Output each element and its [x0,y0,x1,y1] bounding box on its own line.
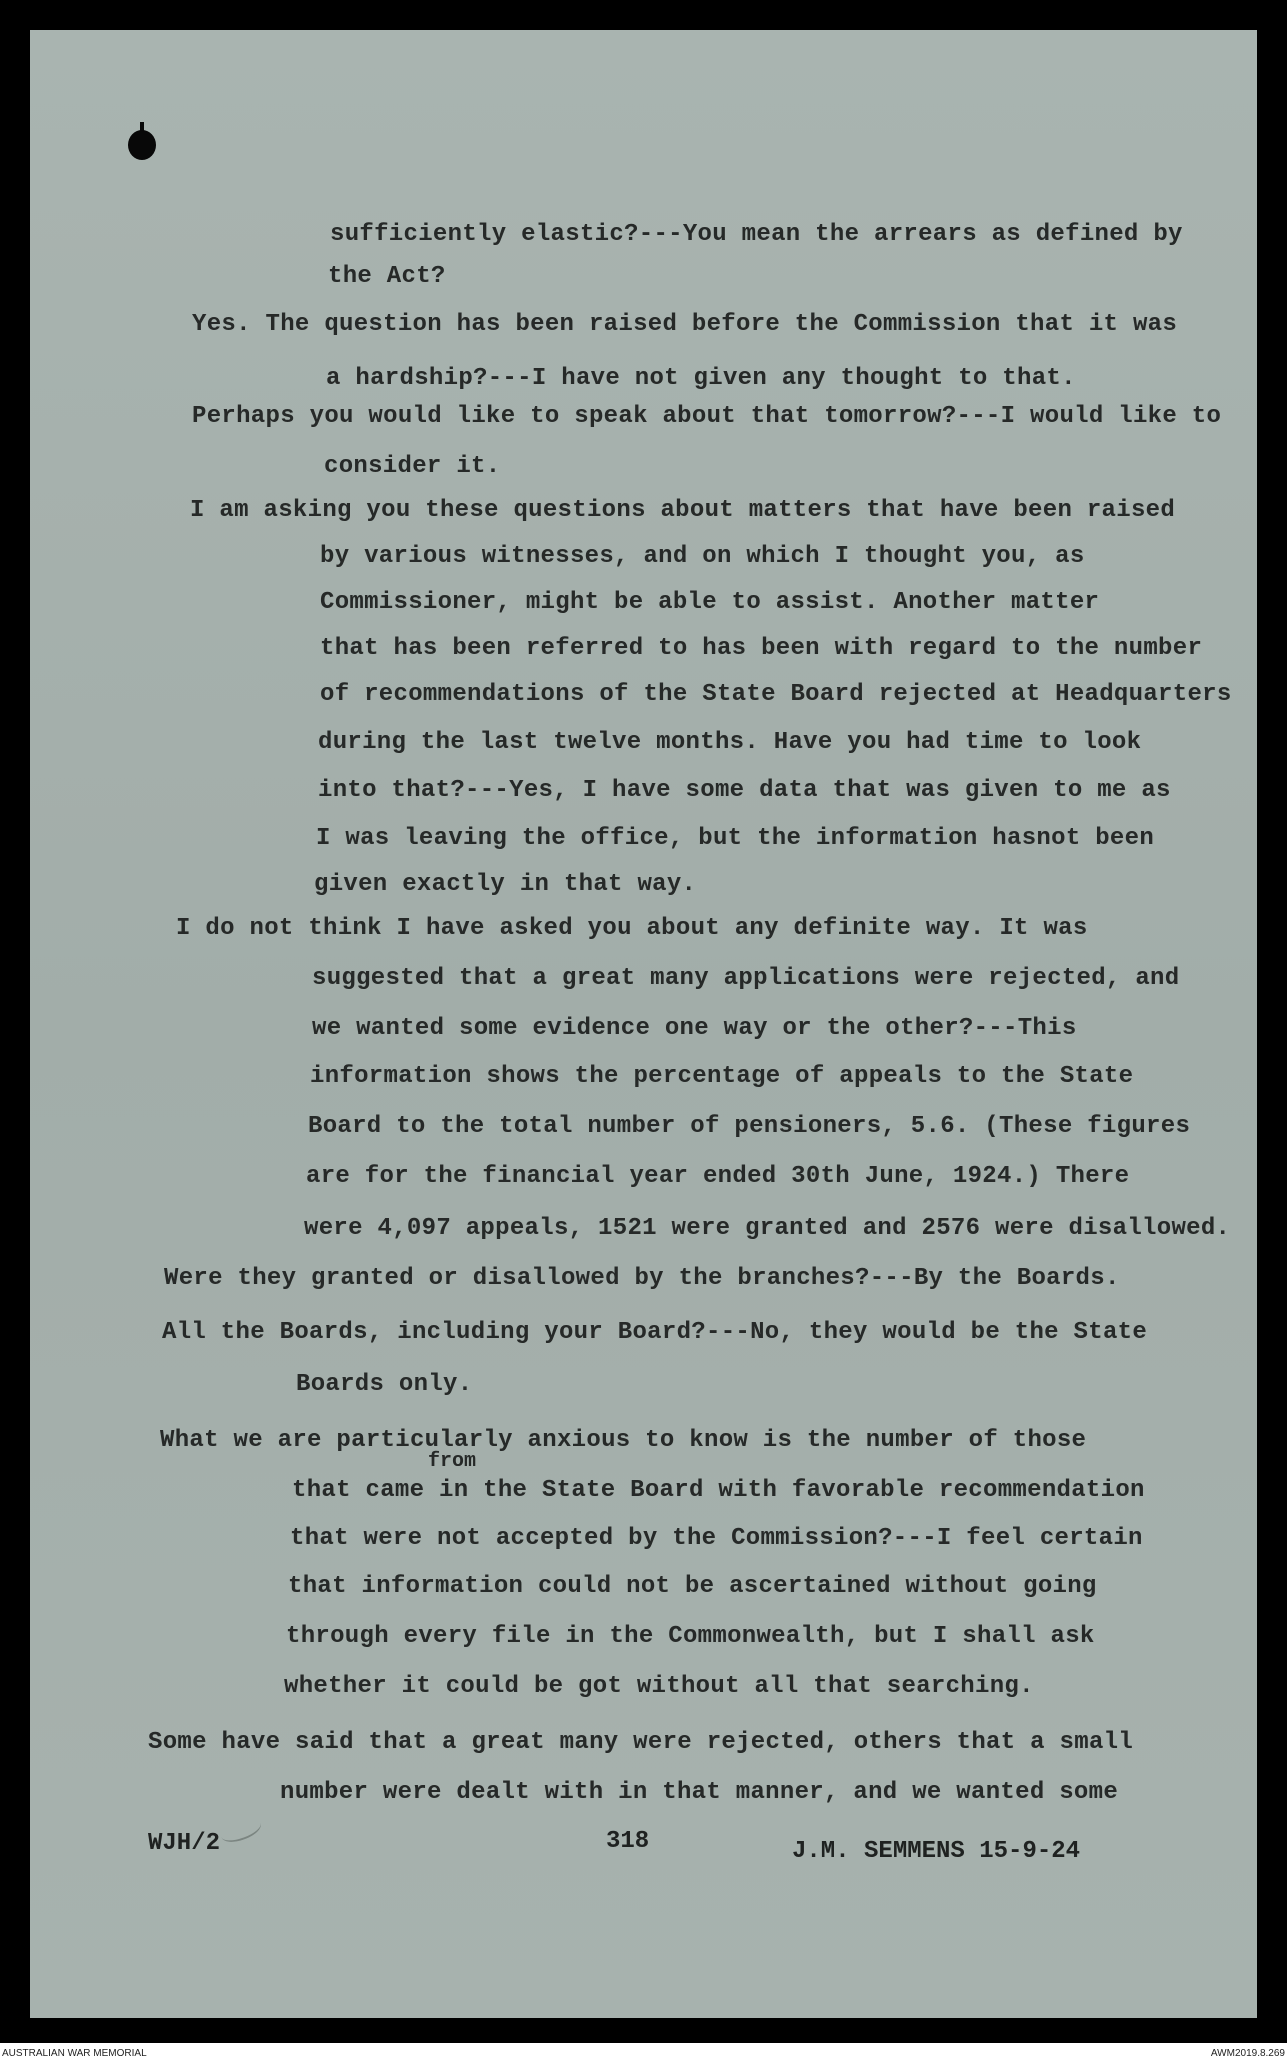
text-line-12: during the last twelve months. Have you had time to look [318,729,1142,756]
text-line-17: suggested that a great many applications were rejected, and [312,965,1180,992]
text-line-15: given exactly in that way. [314,871,697,898]
text-line-8: by various witnesses, and on which I thought you, as [320,543,1085,570]
text-line-14: I was leaving the office, but the information hasnot been [316,825,1155,852]
text-line-11: of recommendations of the State Board rejected at Headquarters [320,681,1232,708]
text-line-30: through every file in the Commonwealth, but I shall ask [286,1623,1095,1650]
punch-hole [128,130,156,160]
archive-strip [0,2043,1287,2061]
text-line-6: consider it. [324,453,501,480]
footer-signature-date: J.M. SEMMENS 15-9-24 [792,1838,1081,1865]
text-line-13: into that?---Yes, I have some data that was given to me as [318,777,1171,804]
archive-label: AUSTRALIAN WAR MEMORIAL [2,2048,147,2059]
typed-page [30,30,1257,2018]
handwritten-insert: from [428,1450,477,1473]
text-line-26: What we are particularly anxious to know is the number of those [160,1427,1087,1454]
text-line-27: that came in the State Board with favorable recommendation [292,1477,1145,1504]
text-line-25: Boards only. [296,1371,473,1398]
text-line-29: that information could not be ascertained without going [288,1573,1097,1600]
text-line-23: Were they granted or disallowed by the branches?---By the Boards. [164,1265,1120,1292]
footer-reference: WJH/2 [148,1830,221,1857]
text-line-9: Commissioner, might be able to assist. Another matter [320,589,1100,616]
text-line-2: the Act? [328,263,446,290]
text-line-4: a hardship?---I have not given any thought to that. [326,365,1076,392]
text-line-32: Some have said that a great many were rejected, others that a small [148,1729,1134,1756]
text-line-16: I do not think I have asked you about any definite way. It was [176,915,1088,942]
text-line-22: were 4,097 appeals, 1521 were granted and 2576 were disallowed. [304,1215,1231,1242]
text-line-3: Yes. The question has been raised before the Commission that it was [192,311,1178,338]
pencil-mark [218,1813,264,1846]
text-line-1: sufficiently elastic?---You mean the arrears as defined by [330,221,1183,248]
text-line-10: that has been referred to has been with regard to the number [320,635,1203,662]
text-line-28: that were not accepted by the Commission?---I feel certain [290,1525,1143,1552]
footer-page-number: 318 [606,1828,650,1855]
archive-catalogue-number: AWM2019.8.269 [1210,2048,1285,2059]
text-line-7: I am asking you these questions about matters that have been raised [190,497,1176,524]
text-line-31: whether it could be got without all that searching. [284,1673,1034,1700]
text-line-19: information shows the percentage of appeals to the State [310,1063,1134,1090]
text-line-24: All the Boards, including your Board?---No, they would be the State [162,1319,1148,1346]
text-line-21: are for the financial year ended 30th June, 1924.) There [306,1163,1130,1190]
text-line-5: Perhaps you would like to speak about that tomorrow?---I would like to [192,403,1222,430]
text-line-20: Board to the total number of pensioners, 5.6. (These figures [308,1113,1191,1140]
text-line-18: we wanted some evidence one way or the other?---This [312,1015,1077,1042]
text-line-33: number were dealt with in that manner, and we wanted some [280,1779,1119,1806]
